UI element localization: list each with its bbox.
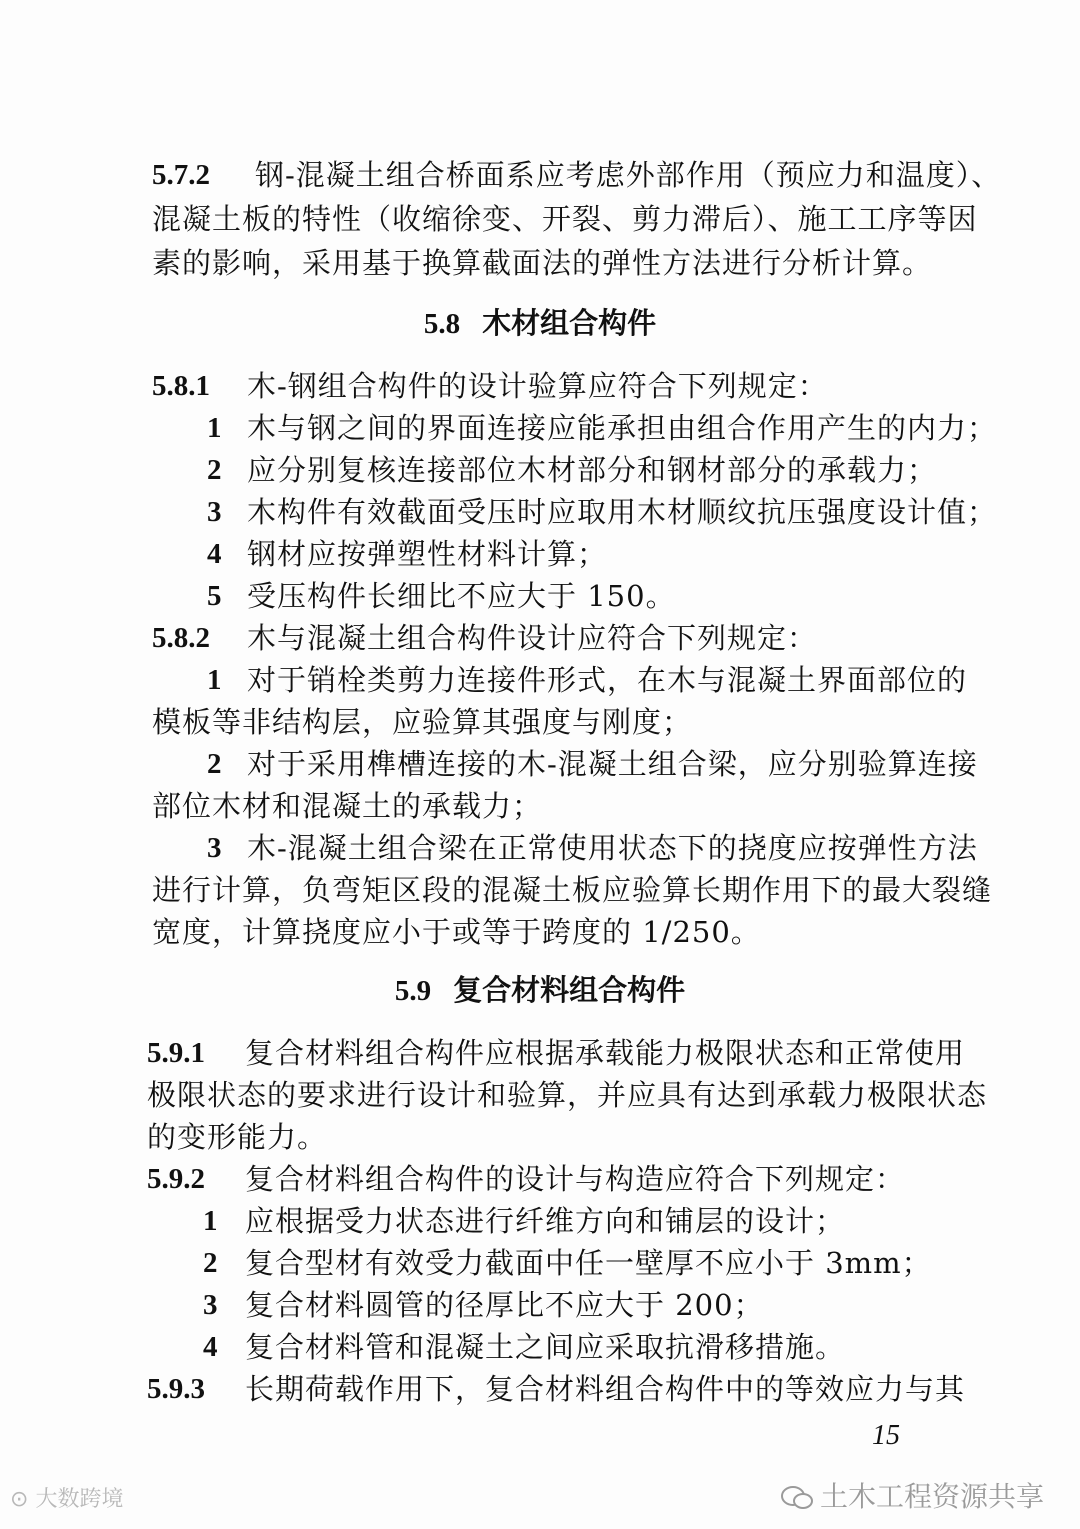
list-item-number: 1 [207, 664, 222, 696]
list-item-text-continued: 部位木材和混凝土的承载力； [152, 789, 543, 823]
clause-5-8-1-intro: 木-钢组合构件的设计验算应符合下列规定： [247, 369, 828, 403]
clause-5-9-2-intro: 复合材料组合构件的设计与构造应符合下列规定： [245, 1162, 906, 1196]
list-item-number: 2 [207, 454, 222, 486]
list-item-text: 复合材料圆管的径厚比不应大于 200； [245, 1288, 764, 1322]
list-item-text: 复合材料管和混凝土之间应采取抗滑移措施。 [245, 1330, 846, 1364]
clause-5-9-1-line-2: 极限状态的要求进行设计和验算，并应具有达到承载力极限状态 [147, 1078, 988, 1112]
section-heading-5-9 [0, 970, 1080, 1011]
clause-number-5-9-3: 5.9.3 [147, 1373, 205, 1405]
page-number: 15 [872, 1420, 900, 1451]
clause-number-5-7-2: 5.7.2 [152, 159, 210, 191]
list-item-number: 3 [207, 496, 222, 528]
clause-number-5-8-2: 5.8.2 [152, 622, 210, 654]
clause-number-5-9-2: 5.9.2 [147, 1163, 205, 1195]
list-item-number: 2 [207, 748, 222, 780]
list-item-text: 木构件有效截面受压时应取用木材顺纹抗压强度设计值； [247, 495, 998, 529]
list-item-text-continued: 模板等非结构层，应验算其强度与刚度； [152, 705, 693, 739]
list-item-text: 对于销栓类剪力连接件形式，在木与混凝土界面部位的 [247, 663, 968, 697]
clause-5-7-2-line-1: 钢-混凝土组合桥面系应考虑外部作用（预应力和温度）、 [255, 158, 1002, 192]
clause-5-9-1-line-1: 复合材料组合构件应根据承载能力极限状态和正常使用 [245, 1036, 966, 1070]
clause-5-7-2-line-2: 混凝土板的特性（收缩徐变、开裂、剪力滞后）、施工工序等因 [152, 202, 978, 236]
list-item-text: 钢材应按弹塑性材料计算； [247, 537, 608, 571]
section-number-5-9: 5.9 [394, 975, 432, 1007]
list-item-number: 3 [207, 832, 222, 864]
list-item-number: 2 [203, 1247, 218, 1279]
clause-number-5-8-1: 5.8.1 [152, 370, 210, 402]
list-item-text: 受压构件长细比不应大于 150。 [247, 579, 676, 613]
clause-5-8-2-intro: 木与混凝土组合构件设计应符合下列规定： [247, 621, 818, 655]
list-item-number: 1 [207, 412, 222, 444]
watermark-left-text: 大数跨境 [35, 1487, 124, 1512]
section-number-5-8: 5.8 [423, 308, 461, 340]
watermark-right-text: 土木工程资源共享 [820, 1480, 1045, 1513]
list-item-text: 应根据受力状态进行纤维方向和铺层的设计； [245, 1204, 846, 1238]
list-item-number: 1 [203, 1205, 218, 1237]
list-item-text: 应分别复核连接部位木材部分和钢材部分的承载力； [247, 453, 938, 487]
clause-5-9-1-line-3: 的变形能力。 [147, 1120, 328, 1154]
clause-5-9-3-line-1: 长期荷载作用下，复合材料组合构件中的等效应力与其 [245, 1372, 966, 1406]
list-item-text-continued: 宽度，计算挠度应小于或等于跨度的 1/250。 [152, 915, 761, 949]
watermark-right [780, 1475, 1044, 1515]
list-item-text-continued: 进行计算，负弯矩区段的混凝土板应验算长期作用下的最大裂缝 [152, 873, 993, 907]
watermark-left [10, 1482, 123, 1513]
wechat-icon [780, 1485, 814, 1511]
list-item-number: 4 [207, 538, 222, 570]
list-item-text: 木与钢之间的界面连接应能承担由组合作用产生的内力； [247, 411, 998, 445]
list-item-number: 3 [203, 1289, 218, 1321]
clause-number-5-9-1: 5.9.1 [147, 1037, 205, 1069]
list-item-text: 木-混凝土组合梁在正常使用状态下的挠度应按弹性方法 [247, 831, 978, 865]
list-item-number: 4 [203, 1331, 218, 1363]
section-heading-5-8 [0, 303, 1080, 344]
list-item-text: 对于采用榫槽连接的木-混凝土组合梁，应分别验算连接 [247, 747, 978, 781]
watermark-logo-icon: ⊙ [10, 1487, 36, 1512]
clause-5-7-2-line-3: 素的影响，采用基于换算截面法的弹性方法进行分析计算。 [152, 246, 933, 280]
list-item-text: 复合型材有效受力截面中任一壁厚不应小于 3mm； [245, 1246, 932, 1280]
section-title-5-9: 复合材料组合构件 [453, 973, 686, 1007]
list-item-number: 5 [207, 580, 222, 612]
section-title-5-8: 木材组合构件 [482, 306, 657, 340]
